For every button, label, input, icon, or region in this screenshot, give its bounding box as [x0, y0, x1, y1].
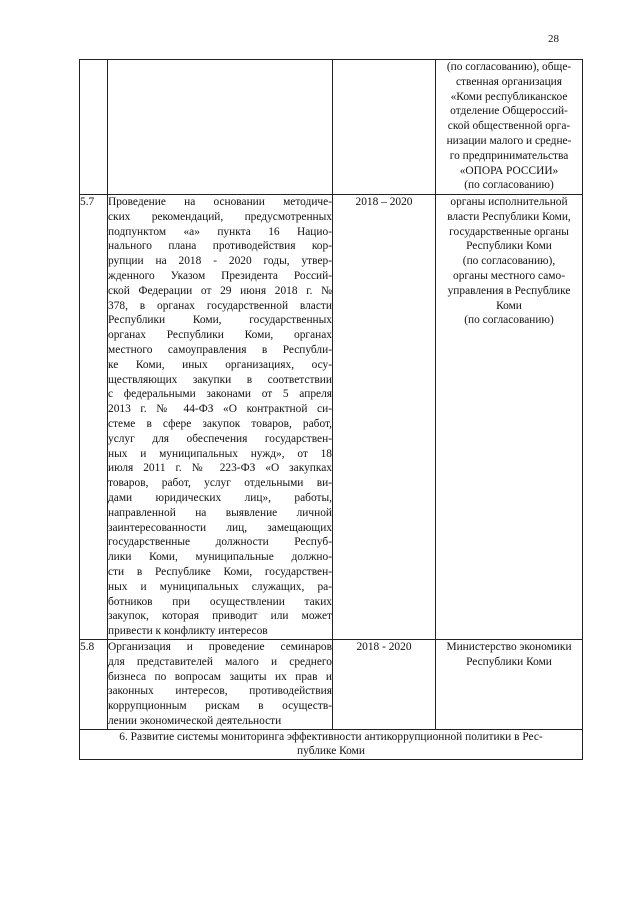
- task-line: Проведение на основании методиче-: [108, 196, 332, 208]
- table-row: [80, 195, 583, 640]
- task-line: местного самоуправления в Республи-: [108, 343, 332, 356]
- page-number: 28: [548, 33, 559, 45]
- executor-line: Министерство экономики: [446, 640, 572, 653]
- task-line: законных интересов, противодействия: [108, 685, 332, 698]
- task-line: 378, в органах государственной власти: [108, 299, 332, 312]
- executor-line: органы исполнительной: [450, 196, 568, 208]
- executor-line: низации малого и средне-: [446, 134, 572, 147]
- executor-line: (по согласованию): [464, 179, 554, 192]
- executor-line: Республики Коми: [466, 240, 552, 253]
- executor-line: «ОПОРА РОССИИ»: [459, 164, 559, 177]
- task-line: государственные должности Респуб-: [108, 536, 332, 549]
- task-line: для представителей малого и среднего: [108, 655, 332, 668]
- executor-line: (по согласованию): [464, 314, 554, 327]
- task-line: с федеральными законами от 5 апреля: [108, 388, 332, 401]
- executor-line: ственная организация: [455, 75, 563, 88]
- task-line: коррупционным рискам в осуществ-: [108, 700, 332, 713]
- task-line: Республики Коми, государственных: [108, 314, 332, 327]
- executor-line: Коми: [496, 299, 522, 312]
- executor-line: «Коми республиканское: [450, 90, 568, 103]
- task-line: сти в Республике Коми, государствен-: [108, 565, 332, 578]
- task-line: ных и муниципальных служащих, ра-: [108, 580, 332, 593]
- executor-line: власти Республики Коми,: [447, 210, 571, 223]
- task-line: органах Республики Коми, органах: [108, 329, 332, 342]
- task-cell: [108, 639, 333, 729]
- table-row: [80, 60, 583, 195]
- item-number-cell: 5.8: [80, 639, 108, 729]
- task-line: ке Коми, иных организациях, осу-: [108, 358, 332, 371]
- executor-line: (по согласованию), обще-: [446, 61, 572, 73]
- task-line: ботников при осуществлении таких: [108, 595, 332, 608]
- task-line: рупции на 2018 - 2020 годы, утвер-: [108, 255, 332, 268]
- task-line: закупок, которая приводит или может: [108, 610, 332, 623]
- executor-line: органы местного само-: [453, 269, 565, 282]
- task-line: ских рекомендаций, предусмотренных: [108, 210, 332, 223]
- task-line: 2013 г. № 44-ФЗ «О контрактной си-: [108, 403, 332, 416]
- task-line: заинтересованности лиц, замещающих: [108, 521, 332, 534]
- task-line: услуг для обеспечения государствен-: [108, 432, 332, 445]
- task-line: июля 2011 г. № 223-ФЗ «О закупках: [108, 462, 332, 475]
- executor-line: (по согласованию),: [462, 255, 556, 268]
- executor-line: государственные органы: [449, 225, 569, 238]
- task-line: ществляющих закупки в соответствии: [108, 373, 332, 386]
- task-line: жденного Указом Президента Россий-: [108, 269, 332, 282]
- section-heading-row: [80, 729, 583, 760]
- task-cell: [108, 195, 333, 640]
- task-line: направленной на выявление личной: [108, 506, 332, 519]
- task-line: стеме в сфере закупок товаров, работ,: [108, 417, 332, 430]
- task-line: нального плана противодействия кор-: [108, 240, 332, 253]
- term-cell: 2018 – 2020: [333, 195, 436, 640]
- executor-line: отделение Общероссий-: [450, 105, 568, 118]
- task-line: подпунктом «а» пункта 16 Нацио-: [108, 225, 332, 238]
- executors-cell: [436, 195, 583, 640]
- task-line: привести к конфликту интересов: [108, 625, 268, 638]
- task-line: товаров, работ, услуг отдельными ви-: [108, 477, 332, 490]
- executors-cell: [436, 60, 583, 195]
- section-heading: [80, 729, 583, 760]
- executor-line: Республики Коми: [466, 655, 552, 668]
- section-heading-line: публике Коми: [297, 745, 365, 758]
- task-cell: [108, 60, 333, 195]
- task-line: бизнеса по вопросам защиты их прав и: [108, 670, 332, 683]
- task-line: ных и муниципальных нужд», от 18: [108, 447, 332, 460]
- term-cell: 2018 - 2020: [333, 639, 436, 729]
- item-number-cell: 5.7: [80, 195, 108, 640]
- table-row: [80, 639, 583, 729]
- executor-line: ской общественной орга-: [447, 120, 571, 133]
- task-line: лении экономической деятельности: [108, 714, 282, 727]
- executors-cell: [436, 639, 583, 729]
- task-line: ской Федерации от 29 июня 2018 г. №: [108, 284, 332, 297]
- action-plan-table: [79, 59, 583, 760]
- section-heading-line: 6. Развитие системы мониторинга эффективности антикоррупционной политики в Рес-: [119, 730, 543, 743]
- item-number-cell: [80, 60, 108, 195]
- task-line: лики Коми, муниципальные должно-: [108, 551, 332, 564]
- executor-line: управления в Республике: [447, 284, 571, 297]
- term-cell: [333, 60, 436, 195]
- executor-line: го предпринимательства: [449, 149, 569, 162]
- task-line: дами юридических лиц», работы,: [108, 491, 332, 504]
- task-line: Организация и проведение семинаров: [108, 640, 332, 653]
